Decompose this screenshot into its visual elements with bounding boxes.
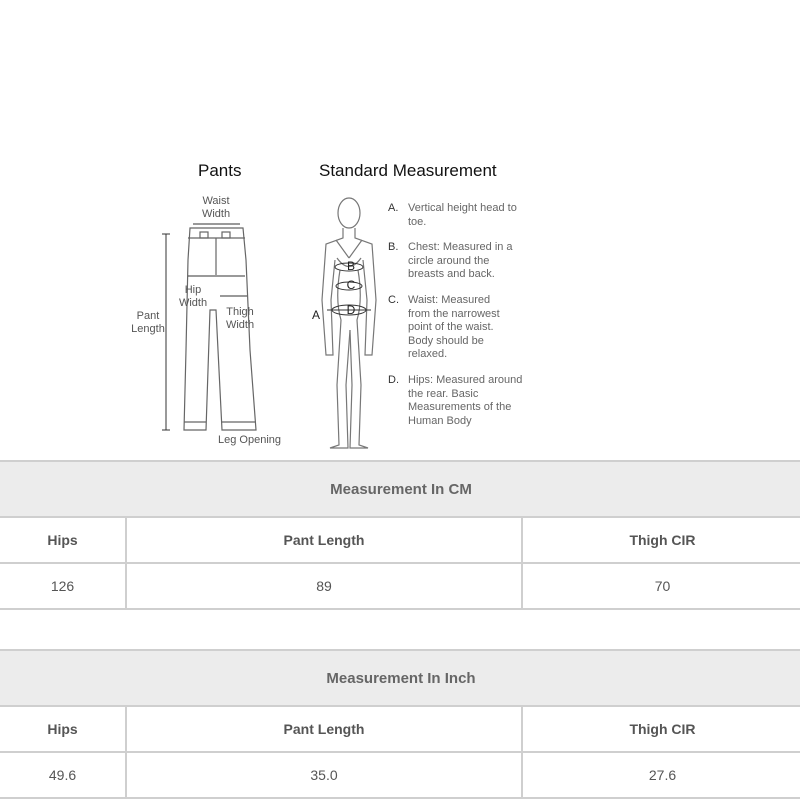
column-header-hips: Hips [0,706,126,752]
note-d [388,374,526,428]
measurement-cm-table [0,460,800,610]
body-label-b: B [346,259,355,273]
note-key: D. [388,374,399,386]
column-header-hips: Hips [0,517,126,563]
table-header-row [0,517,800,563]
table-title: Measurement In CM [0,461,800,517]
standard-measurement-title: Standard Measurement [319,161,497,180]
table-row [0,752,800,798]
note-c [388,294,514,362]
waist-width-label: Waist Width [201,195,231,220]
body-label-a: A [311,308,320,322]
table-title-row [0,461,800,517]
note-b [388,241,520,282]
cell-hips: 126 [0,563,126,609]
size-diagram [0,150,800,460]
note-key: A. [388,202,399,214]
human-body-icon [322,198,376,448]
note-a [388,202,528,229]
column-header-thigh-cir: Thigh CIR [522,706,800,752]
cell-thigh-cir: 70 [522,563,800,609]
measurement-inch-table [0,649,800,799]
note-key: C. [388,294,399,306]
table-row [0,563,800,609]
cell-pant-length: 35.0 [126,752,522,798]
hip-width-label: Hip Width [178,284,208,309]
note-text: Chest: Measured in a circle around the breasts and back. [408,241,513,280]
column-header-pant-length: Pant Length [126,706,522,752]
table-title: Measurement In Inch [0,650,800,706]
table-header-row [0,706,800,752]
pant-length-label: Pant Length [131,310,165,335]
leg-opening-label: Leg Opening [218,434,281,446]
note-text: Vertical height head to toe. [408,202,517,228]
table-title-row [0,650,800,706]
note-key: B. [388,241,399,253]
note-text: Hips: Measured around the rear. Basic Measurements of the Human Body [408,374,523,427]
note-text: Waist: Measured from the narrowest point of the waist. Body should be relaxed. [408,294,500,360]
body-label-d: D [346,303,356,317]
pants-and-body-illustration [0,150,800,460]
cell-thigh-cir: 27.6 [522,752,800,798]
column-header-pant-length: Pant Length [126,517,522,563]
cell-pant-length: 89 [126,563,522,609]
column-header-thigh-cir: Thigh CIR [522,517,800,563]
cell-hips: 49.6 [0,752,126,798]
pants-title: Pants [198,161,242,180]
thigh-width-label: Thigh Width [225,306,255,331]
body-label-c: C [346,278,356,292]
